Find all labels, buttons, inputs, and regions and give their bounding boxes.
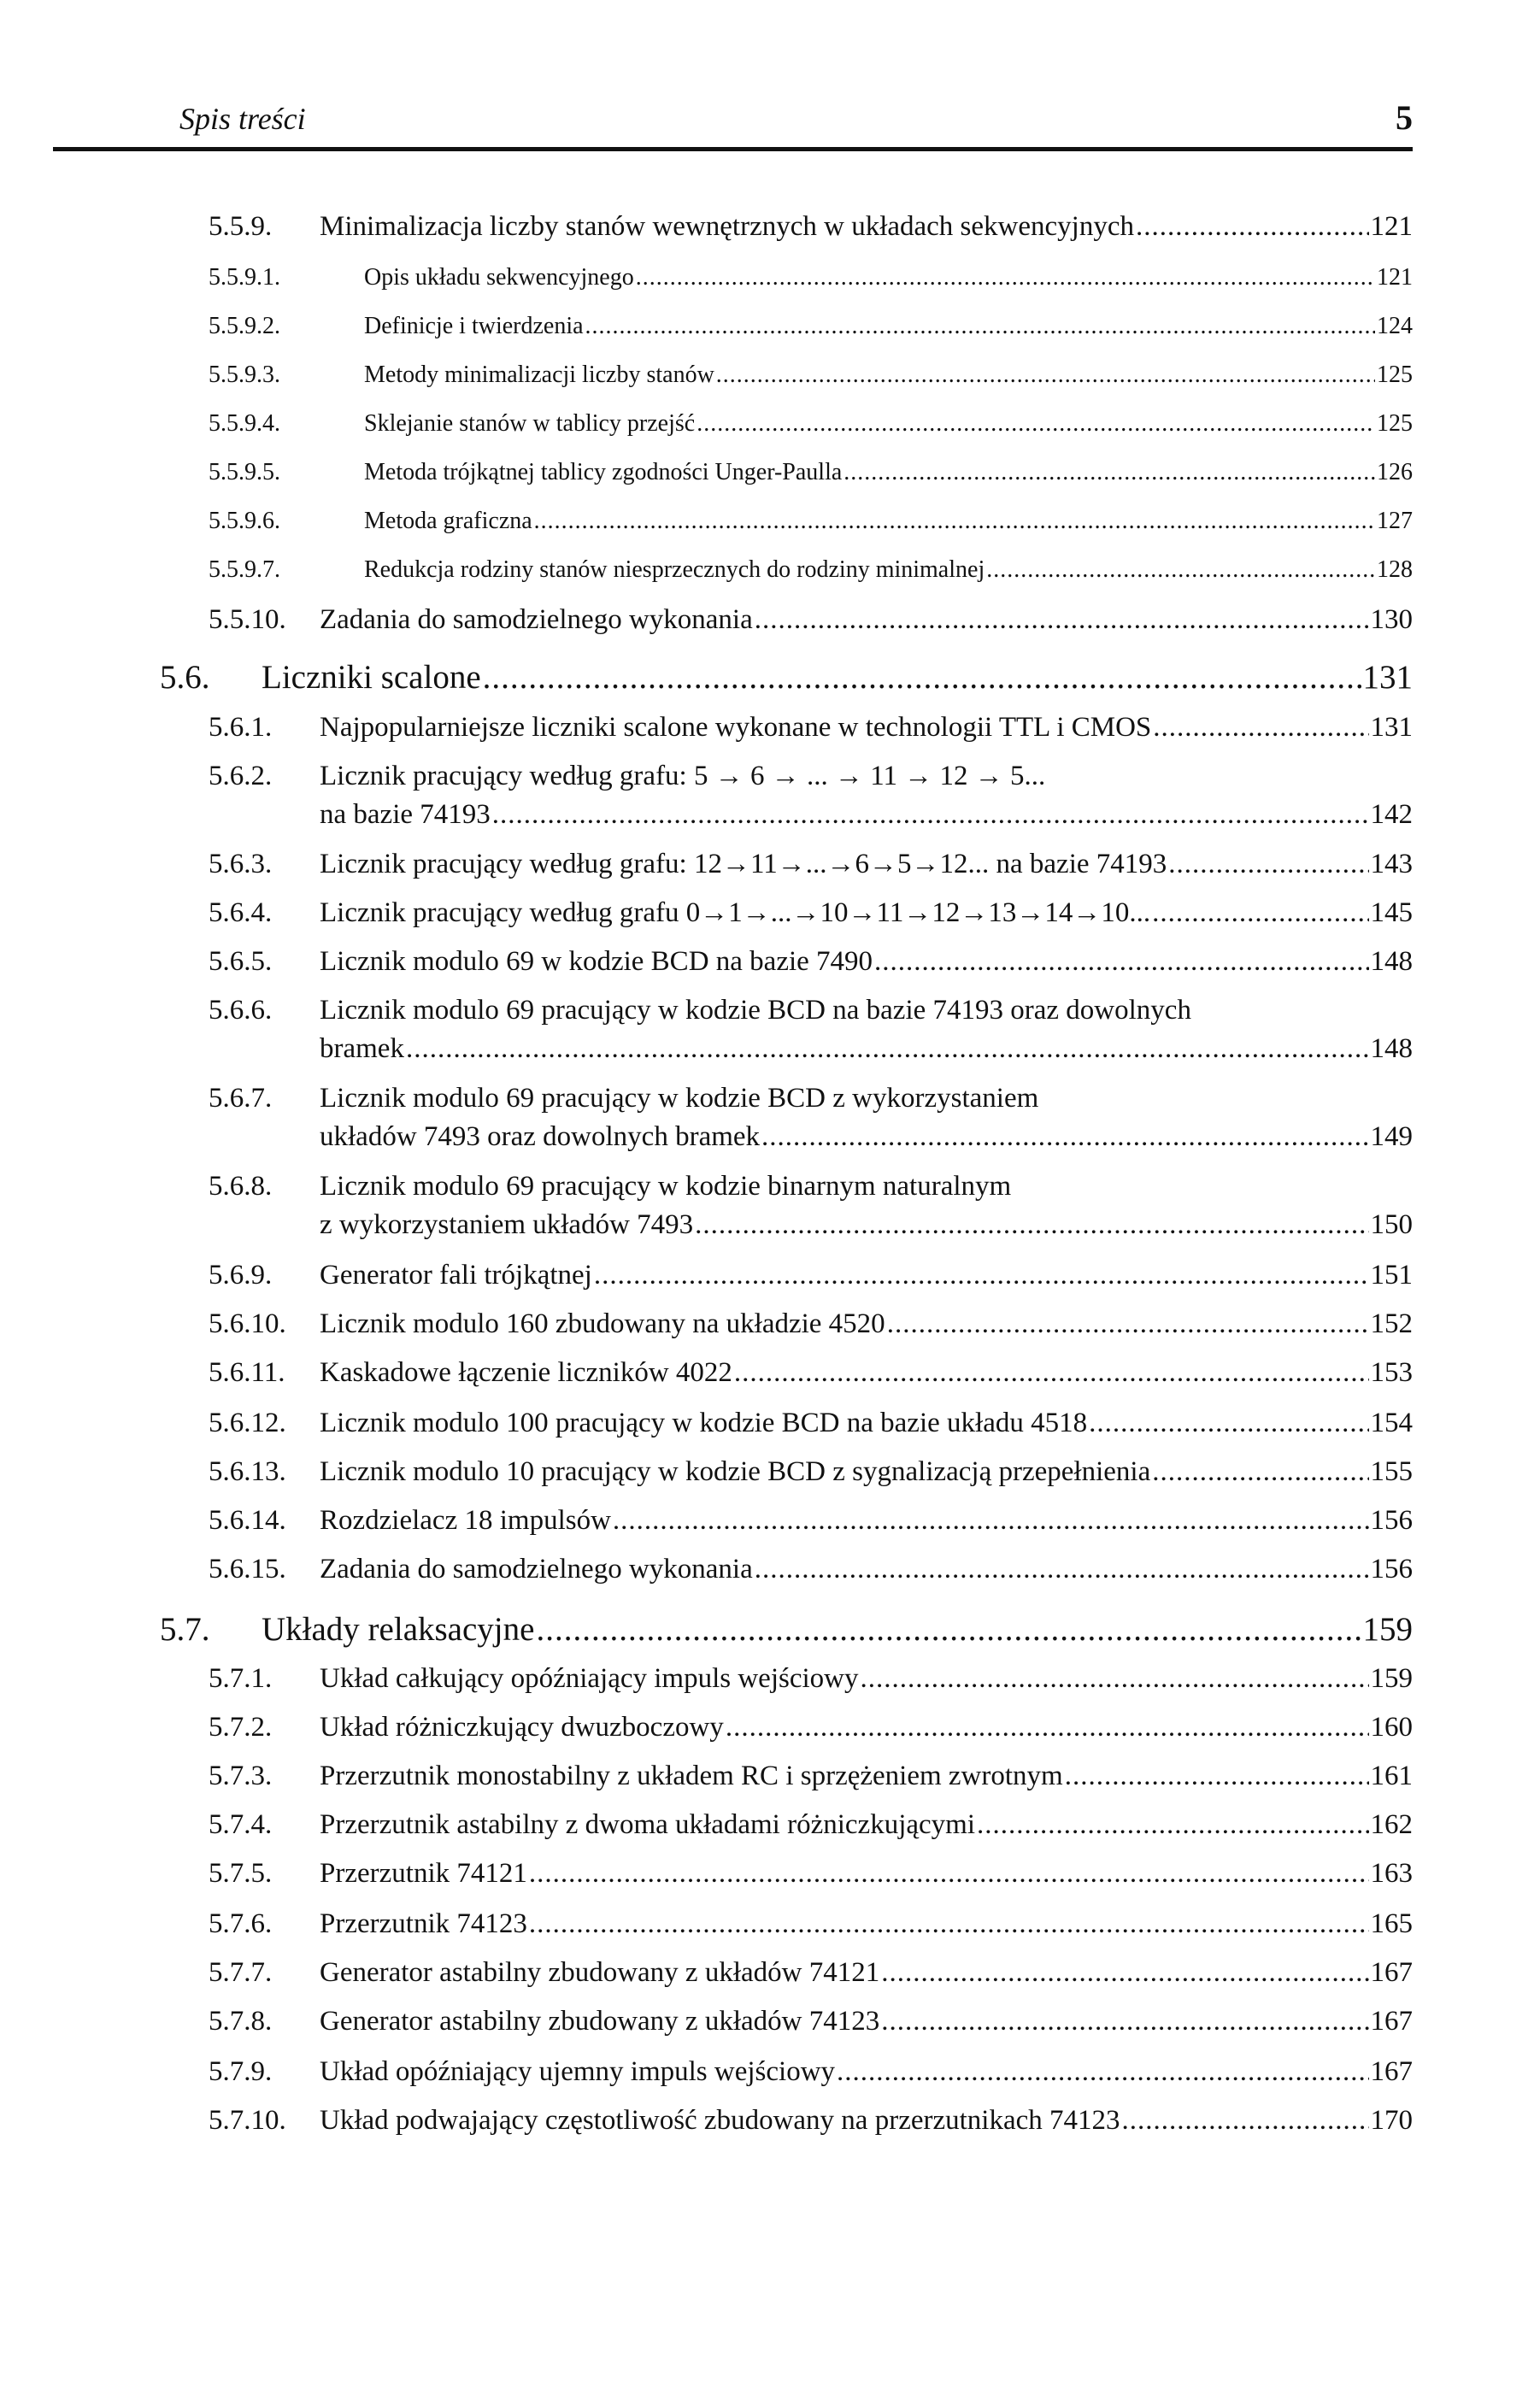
dot-leader (695, 1209, 1368, 1241)
toc-entry-number: 5.5.9.1. (209, 264, 280, 291)
dot-leader (1168, 849, 1368, 880)
toc-entry-number: 5.5.9.5. (209, 459, 280, 486)
dot-leader (1153, 712, 1368, 744)
toc-entry (209, 556, 1413, 584)
toc-entry (209, 2006, 1413, 2037)
dot-leader (697, 410, 1375, 438)
toc-entry-page: 163 (1370, 1858, 1413, 1890)
toc-entry-number: 5.7.1. (209, 1663, 273, 1695)
dot-leader (585, 313, 1375, 340)
toc-entry (209, 761, 1413, 831)
toc-entry-title: Licznik modulo 10 pracujący w kodzie BCD z sygnalizacją przepełnienia (320, 1456, 1151, 1488)
toc-entry-number: 5.6.9. (209, 1260, 273, 1291)
toc-entry-page: 153 (1370, 1357, 1413, 1389)
toc-entry-page: 159 (1362, 1610, 1413, 1648)
dot-leader (492, 799, 1369, 831)
toc-entry-page: 156 (1370, 1554, 1413, 1585)
toc-entry-page: 148 (1370, 1033, 1413, 1065)
toc-entry-number: 5.7.4. (209, 1809, 273, 1841)
toc-entry-number: 5.5.9.7. (209, 556, 280, 584)
toc-entry (209, 712, 1413, 744)
toc-entry-title: Generator astabilny zbudowany z układów 74121 (320, 1957, 880, 1989)
toc-entry-title: Generator fali trójkątnej (320, 1260, 592, 1291)
toc-entry-number: 5.6.2. (209, 761, 273, 792)
toc-entry-title: Definicje i twierdzenia (364, 313, 584, 340)
toc-entry-number: 5.6.3. (209, 849, 273, 880)
toc-entry (160, 1610, 1413, 1649)
toc-entry-number: 5.6.5. (209, 946, 273, 978)
toc-entry-page: 152 (1370, 1308, 1413, 1340)
toc-entry (209, 1712, 1413, 1743)
dot-leader (755, 1554, 1369, 1585)
toc-entry-page: 160 (1370, 1712, 1413, 1743)
toc-entry-page: 121 (1370, 211, 1413, 243)
toc-entry (209, 1957, 1413, 1989)
toc-entry (209, 1809, 1413, 1841)
toc-entry-page: 148 (1370, 946, 1413, 978)
dot-leader (1152, 1456, 1368, 1488)
toc-entry-title: układów 7493 oraz dowolnych bramek (320, 1121, 761, 1153)
toc-entry-page: 128 (1377, 556, 1413, 584)
toc-entry (209, 1171, 1413, 1241)
toc-entry (209, 211, 1413, 243)
toc-entry-page: 124 (1377, 313, 1413, 340)
toc-entry-page: 145 (1370, 897, 1413, 929)
toc-entry-title: Układy relaksacyjne (262, 1610, 535, 1648)
toc-entry-title: Układ opóźniający ujemny impuls wejściowy (320, 2056, 836, 2088)
toc-entry-page: 149 (1370, 1121, 1413, 1153)
toc-entry (209, 1663, 1413, 1695)
toc-entry-title: Przerzutnik monostabilny z układem RC i sprzężeniem zwrotnym (320, 1761, 1063, 1792)
toc-entry-page: 143 (1370, 849, 1413, 880)
toc-entry-number: 5.6.6. (209, 995, 273, 1026)
toc-entry-title: Układ różniczkujący dwuzboczowy (320, 1712, 724, 1743)
toc-entry-page: 131 (1362, 658, 1413, 696)
toc-entry (209, 2105, 1413, 2137)
toc-entry-title: Licznik modulo 69 pracujący w kodzie binarnym naturalnym (320, 1171, 1012, 1202)
dot-leader (881, 2006, 1368, 2037)
dot-leader (843, 459, 1375, 486)
toc-entry-title: Układ podwajający częstotliwość zbudowany na przerzutnikach 74123 (320, 2105, 1120, 2137)
toc-entry-page: 167 (1370, 2056, 1413, 2088)
toc-entry-title: Zadania do samodzielnego wykonania (320, 1554, 753, 1585)
toc-entry-page: 170 (1370, 2105, 1413, 2137)
toc-entry (209, 264, 1413, 291)
toc-entry-title: Układ całkujący opóźniający impuls wejściowy (320, 1663, 859, 1695)
toc-entry (209, 2056, 1413, 2088)
dot-leader (887, 1308, 1369, 1340)
dot-leader (1136, 211, 1369, 243)
toc-entry-number: 5.6.8. (209, 1171, 273, 1202)
toc-entry-title: bramek (320, 1033, 404, 1065)
toc-entry-title: z wykorzystaniem układów 7493 (320, 1209, 694, 1241)
dot-leader (860, 1663, 1368, 1695)
toc-entry (209, 508, 1413, 535)
toc-entry-number: 5.6.10. (209, 1308, 286, 1340)
toc-entry-number: 5.7.10. (209, 2105, 286, 2137)
toc-entry-number: 5.6. (160, 658, 210, 696)
toc-entry (209, 1761, 1413, 1792)
toc-entry (209, 410, 1413, 438)
toc-entry (209, 1858, 1413, 1890)
toc-entry-title: Liczniki scalone (262, 658, 481, 696)
toc-entry-page: 156 (1370, 1505, 1413, 1537)
dot-leader (529, 1908, 1369, 1940)
toc-entry-title: Licznik pracujący według grafu: 12→11→...→6→5→12... na bazie 74193 (320, 849, 1167, 880)
dot-leader (986, 556, 1375, 584)
toc-entry-title: Licznik pracujący według grafu: 5 → 6 → ... → 11 → 12 → 5... (320, 761, 1046, 792)
toc-entry (209, 362, 1413, 389)
toc-entry (209, 1908, 1413, 1940)
toc-entry-number: 5.7.6. (209, 1908, 273, 1940)
toc-entry (209, 897, 1413, 929)
toc-entry-number: 5.5.9.6. (209, 508, 280, 535)
toc-entry (160, 658, 1413, 697)
dot-leader (1152, 897, 1368, 929)
toc-entry-number: 5.6.15. (209, 1554, 286, 1585)
toc-entry (209, 313, 1413, 340)
dot-leader (874, 946, 1368, 978)
toc-entry-title: na bazie 74193 (320, 799, 491, 831)
toc-entry-page: 131 (1370, 712, 1413, 744)
toc-entry (209, 995, 1413, 1065)
toc-entry-title: Przerzutnik 74123 (320, 1908, 527, 1940)
toc-entry-title: Kaskadowe łączenie liczników 4022 (320, 1357, 732, 1389)
toc-entry-title: Rozdzielacz 18 impulsów (320, 1505, 611, 1537)
toc-entry (209, 604, 1413, 636)
toc-entry-title: Zadania do samodzielnego wykonania (320, 604, 753, 636)
toc-entry-number: 5.7. (160, 1610, 210, 1648)
toc-entry-page: 126 (1377, 459, 1413, 486)
dot-leader (755, 604, 1369, 636)
toc-entry-number: 5.5.9.2. (209, 313, 280, 340)
toc-entry-number: 5.7.3. (209, 1761, 273, 1792)
page-number: 5 (1396, 98, 1413, 137)
toc-entry-page: 142 (1370, 799, 1413, 831)
toc-entry-title: Licznik modulo 160 zbudowany na układzie 4520 (320, 1308, 885, 1340)
dot-leader (594, 1260, 1369, 1291)
toc-entry-title: Licznik pracujący według grafu 0→1→...→10→11→12→13→14→10... (320, 897, 1151, 929)
toc-entry-page: 127 (1377, 508, 1413, 535)
toc-entry-number: 5.6.12. (209, 1408, 286, 1439)
running-header-title: Spis treści (179, 102, 306, 136)
dot-leader (734, 1357, 1369, 1389)
toc-entry-page: 165 (1370, 1908, 1413, 1940)
dot-leader (636, 264, 1375, 291)
dot-leader (716, 362, 1375, 389)
toc-entry (209, 1456, 1413, 1488)
toc-entry-page: 151 (1370, 1260, 1413, 1291)
toc-entry (209, 849, 1413, 880)
dot-leader (977, 1809, 1369, 1841)
toc-entry-title: Metody minimalizacji liczby stanów (364, 362, 714, 389)
toc-entry-number: 5.5.9. (209, 211, 273, 243)
toc-entry-title: Licznik modulo 69 pracujący w kodzie BCD z wykorzystaniem (320, 1083, 1039, 1114)
toc-entry-number: 5.6.1. (209, 712, 273, 744)
dot-leader (837, 2056, 1368, 2088)
dot-leader (761, 1121, 1368, 1153)
toc-entry-number: 5.6.4. (209, 897, 273, 929)
toc-entry-number: 5.7.9. (209, 2056, 273, 2088)
toc-entry (209, 1505, 1413, 1537)
toc-entry-title: Redukcja rodziny stanów niesprzecznych do rodziny minimalnej (364, 556, 985, 584)
dot-leader (1089, 1408, 1368, 1439)
toc-entry-page: 167 (1370, 2006, 1413, 2037)
dot-leader (536, 1610, 1361, 1649)
toc-entry-number: 5.7.8. (209, 2006, 273, 2037)
dot-leader (613, 1505, 1369, 1537)
toc-entry-page: 161 (1370, 1761, 1413, 1792)
toc-entry-title: Najpopularniejsze liczniki scalone wykonane w technologii TTL i CMOS (320, 712, 1152, 744)
toc-entry-page: 159 (1370, 1663, 1413, 1695)
header-rule (53, 147, 1413, 151)
toc-entry-number: 5.6.14. (209, 1505, 286, 1537)
dot-leader (483, 658, 1361, 697)
dot-leader (534, 508, 1375, 535)
toc-entry-page: 154 (1370, 1408, 1413, 1439)
toc-entry-page: 155 (1370, 1456, 1413, 1488)
toc-entry-number: 5.5.9.3. (209, 362, 280, 389)
toc-entry-page: 162 (1370, 1809, 1413, 1841)
toc-entry-page: 125 (1377, 410, 1413, 438)
toc-entry-title: Metoda graficzna (364, 508, 532, 535)
toc-entry (209, 1408, 1413, 1439)
toc-entry-page: 130 (1370, 604, 1413, 636)
toc-entry (209, 1357, 1413, 1389)
toc-entry-number: 5.6.7. (209, 1083, 273, 1114)
toc-entry-number: 5.5.10. (209, 604, 286, 636)
toc-entry-title: Przerzutnik 74121 (320, 1858, 527, 1890)
toc-entry-number: 5.7.2. (209, 1712, 273, 1743)
toc-entry-number: 5.6.11. (209, 1357, 285, 1389)
toc-entry (209, 946, 1413, 978)
toc-entry-title: Przerzutnik astabilny z dwoma układami różniczkującymi (320, 1809, 975, 1841)
toc-entry-title: Sklejanie stanów w tablicy przejść (364, 410, 696, 438)
toc-entry-number: 5.7.5. (209, 1858, 273, 1890)
dot-leader (1122, 2105, 1369, 2137)
toc-entry-page: 125 (1377, 362, 1413, 389)
toc-entry (209, 1260, 1413, 1291)
toc-entry-number: 5.7.7. (209, 1957, 273, 1989)
dot-leader (726, 1712, 1369, 1743)
dot-leader (881, 1957, 1368, 1989)
toc-entry-page: 167 (1370, 1957, 1413, 1989)
toc-entry-page: 121 (1377, 264, 1413, 291)
toc-entry (209, 1308, 1413, 1340)
dot-leader (529, 1858, 1369, 1890)
dot-leader (1065, 1761, 1369, 1792)
dot-leader (406, 1033, 1369, 1065)
toc-entry-title: Generator astabilny zbudowany z układów 74123 (320, 2006, 880, 2037)
toc-entry-title: Licznik modulo 100 pracujący w kodzie BCD na bazie układu 4518 (320, 1408, 1088, 1439)
toc-entry (209, 1083, 1413, 1153)
toc-entry-page: 150 (1370, 1209, 1413, 1241)
toc-entry-number: 5.6.13. (209, 1456, 286, 1488)
toc-entry (209, 1554, 1413, 1585)
toc-entry-title: Minimalizacja liczby stanów wewnętrznych w układach sekwencyjnych (320, 211, 1134, 243)
toc-entry-number: 5.5.9.4. (209, 410, 280, 438)
toc-entry-title: Opis układu sekwencyjnego (364, 264, 634, 291)
toc-entry-title: Metoda trójkątnej tablicy zgodności Unger-Paulla (364, 459, 843, 486)
toc-entry-title: Licznik modulo 69 pracujący w kodzie BCD na bazie 74193 oraz dowolnych (320, 995, 1191, 1026)
toc-entry (209, 459, 1413, 486)
toc-entry-title: Licznik modulo 69 w kodzie BCD na bazie 7490 (320, 946, 873, 978)
